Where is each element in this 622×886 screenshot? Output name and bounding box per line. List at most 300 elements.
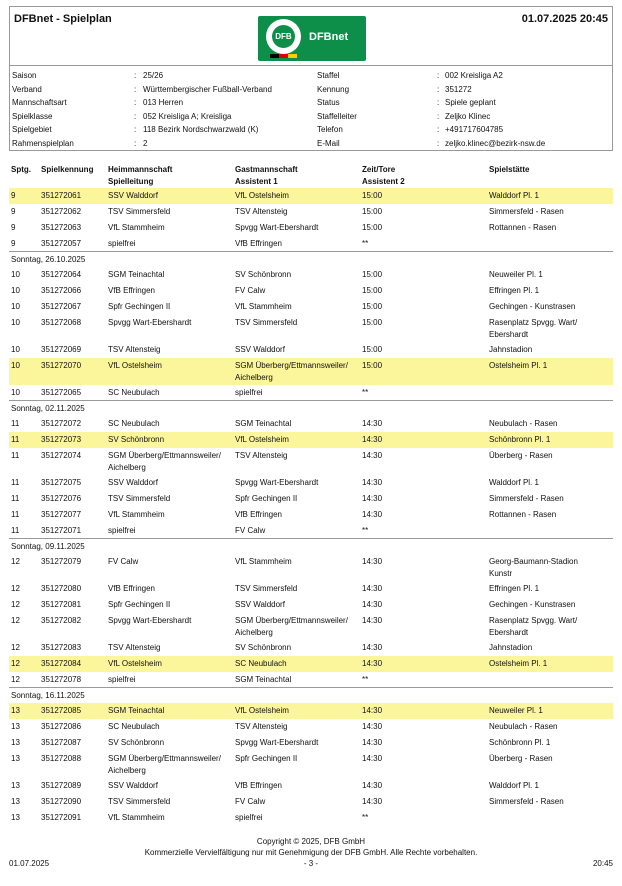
cell-venue-line: Schönbronn Pl. 1 [489,738,551,747]
cell-sptg-line: 12 [11,675,20,684]
cell-id-line: 351272064 [41,270,82,279]
meta-label: Mannschaftsart [12,98,67,107]
cell-sptg [11,387,20,399]
cell-id-line: 351272069 [41,345,82,354]
cell-venue-line: Schönbronn Pl. 1 [489,435,551,444]
cell-venue-line: Gechingen - Kunstrasen [489,302,576,311]
cell-venue [489,721,557,733]
cell-guest-line: VfB Effringen [235,510,282,519]
table-row [9,491,613,507]
cell-venue-line: Rottannen - Rasen [489,223,557,232]
cell-time-line: ** [362,239,369,248]
cell-venue [489,753,553,765]
cell-time-line: 14:30 [362,557,383,566]
cell-guest [235,509,282,521]
cell-home-line: TSV Altensteig [108,643,161,652]
cell-time-line: 14:30 [362,659,383,668]
cell-sptg-line: 10 [11,345,20,354]
cell-guest-line: FV Calw [235,286,266,295]
cell-time [362,721,382,733]
cell-id [41,450,81,462]
cell-guest-line: SSV Walddorf [235,600,285,609]
cell-guest [235,238,282,250]
cell-home-line: Spfr Gechingen II [108,600,171,609]
cell-id-line: 351272067 [41,302,82,311]
cell-venue-line: Jahnstadion [489,345,533,354]
report-date: 01.07.2025 20:45 [521,13,608,25]
cell-guest [235,583,297,595]
cell-time-line: 14:30 [362,706,383,715]
cell-id [41,796,81,808]
cell-sptg-line: 11 [11,526,20,535]
meta-label: Telefon [317,125,343,134]
cell-guest [235,796,265,808]
cell-time-line: 14:30 [362,797,383,806]
cell-home [108,509,165,521]
col-zeit: Zeit/Tore [362,165,396,174]
cell-home [108,317,191,329]
table-row [9,554,613,581]
footer-page-number: - 3 - [303,859,319,868]
cell-time [362,450,382,462]
cell-venue-line: Walddorf Pl. 1 [489,191,539,200]
cell-home [108,721,160,733]
cell-id [41,418,81,430]
cell-time-line: ** [362,675,369,684]
cell-home-line: SGM Überberg/Ettmannsweiler/ [108,451,221,460]
cell-sptg-line: 13 [11,754,20,763]
cell-id-line: 351272081 [41,600,82,609]
cell-home [108,238,136,250]
cell-time-line: 14:30 [362,722,383,731]
cell-time [362,737,382,749]
cell-id-line: 351272070 [41,361,82,370]
cell-home-line: SGM Teinachtal [108,706,165,715]
cell-time-line: 14:30 [362,419,383,428]
cell-id [41,674,81,686]
cell-id-line: 351272079 [41,557,82,566]
cell-id-line: 351272091 [41,813,82,822]
cell-home-line: Spvgg Wart-Ebershardt [108,616,192,625]
cell-venue-line: Georg-Baumann-Stadion [489,557,578,566]
cell-id [41,269,81,281]
cell-home-line: Spfr Gechingen II [108,302,171,311]
cell-guest-line: TSV Altensteig [235,722,288,731]
cell-guest-line: VfL Stammheim [235,557,292,566]
table-row [9,220,613,236]
cell-time-line: 15:00 [362,302,383,311]
cell-sptg [11,344,20,356]
cell-time [362,796,382,808]
table-row [9,581,613,597]
table-row [9,703,613,719]
cell-home-line: TSV Simmersfeld [108,797,171,806]
cell-venue [489,317,577,341]
cell-id-line: 351272075 [41,478,82,487]
cell-venue-line: Rasenplatz Spvgg. Wart/ [489,616,578,625]
cell-guest [235,674,291,686]
cell-time [362,753,382,765]
cell-venue-line: Rasenplatz Spvgg. Wart/ [489,318,578,327]
cell-guest [235,525,265,537]
cell-sptg [11,477,19,489]
cell-guest [235,434,289,446]
meta-value: Württembergischer Fußball-Verband [143,84,272,94]
meta-value: Spiele geplant [445,98,496,107]
cell-venue-line: Walddorf Pl. 1 [489,478,539,487]
cell-time [362,434,382,446]
date-section [9,687,613,703]
cell-guest-line: TSV Altensteig [235,451,288,460]
cell-sptg [11,525,19,537]
cell-time-line: 15:00 [362,361,383,370]
meta-label: Verband [12,84,42,94]
meta-label: Staffel [317,71,340,80]
cell-sptg-line: 13 [11,813,20,822]
meta-colon: : [134,84,137,94]
table-row [9,299,613,315]
table-row [9,719,613,735]
cell-time [362,525,368,537]
cell-guest-line: SSV Walddorf [235,345,285,354]
cell-home [108,812,165,824]
meta-value: +491717604785 [445,125,504,134]
cell-id [41,705,81,717]
date-section [9,251,613,267]
cell-home-line: SV Schönbronn [108,738,165,747]
cell-time [362,269,382,281]
cell-guest [235,190,289,202]
cell-id [41,583,81,595]
cell-sptg [11,721,20,733]
cell-time [362,599,382,611]
cell-sptg-line: 13 [11,706,20,715]
cell-sptg-line: 11 [11,510,20,519]
meta-colon: : [437,84,440,94]
cell-home-line: VfL Stammheim [108,813,165,822]
meta-info [9,66,613,151]
cell-sptg [11,222,15,234]
meta-value: 2 [143,138,148,148]
cell-id-line: 351272063 [41,223,82,232]
cell-time-line: 14:30 [362,600,383,609]
german-flag-stripe [270,54,297,58]
cell-venue-line: Simmersfeld - Rasen [489,494,564,503]
cell-time-line: 14:30 [362,494,383,503]
meta-colon: : [437,98,440,107]
cell-id-line: 351272061 [41,191,82,200]
cell-guest-line: SGM Teinachtal [235,419,292,428]
cell-venue-line2: Kunstr [489,569,513,578]
cell-venue-line: Überberg - Rasen [489,754,553,763]
cell-id [41,285,81,297]
table-row [9,672,613,688]
cell-guest [235,344,285,356]
cell-time [362,812,368,824]
cell-id-line: 351272065 [41,388,82,397]
cell-sptg [11,301,20,313]
table-row [9,236,613,252]
col-sptg: Sptg. [11,165,31,174]
meta-colon: : [134,71,137,80]
cell-time [362,509,382,521]
cell-home-line: TSV Simmersfeld [108,207,171,216]
cell-guest [235,285,265,297]
cell-id [41,658,81,670]
cell-home-line: VfB Effringen [108,286,155,295]
cell-guest-line: VfB Effringen [235,239,282,248]
meta-colon: : [437,138,440,148]
meta-value: zeljko.klinec@bezirk-nsw.de [445,138,546,148]
cell-home-line: VfL Ostelsheim [108,361,162,370]
cell-home-line: spielfrei [108,239,136,248]
cell-id [41,434,81,446]
cell-id-line: 351272083 [41,643,82,652]
table-row [9,385,613,401]
meta-value: Zeljko Klinec [445,111,491,121]
date-label: Sonntag, 26.10.2025 [11,255,86,264]
table-row [9,448,613,475]
cell-guest-line: Spfr Gechingen II [235,494,298,503]
cell-time [362,642,382,654]
cell-sptg-line: 12 [11,643,20,652]
cell-guest [235,753,297,765]
cell-guest [235,812,263,824]
cell-guest-line: SV Schönbronn [235,270,292,279]
cell-guest [235,450,287,462]
date-label: Sonntag, 02.11.2025 [11,404,85,413]
cell-id-line: 351272080 [41,584,82,593]
cell-home [108,360,162,372]
cell-time [362,493,382,505]
cell-sptg-line: 12 [11,600,20,609]
cell-home-line: SV Schönbronn [108,435,165,444]
cell-time-line: 15:00 [362,191,383,200]
table-row [9,267,613,283]
cell-time [362,238,368,250]
meta-colon: : [134,138,137,148]
col-spielleitung: Spielleitung [108,177,154,186]
cell-time-line: 14:30 [362,510,383,519]
cell-id-line: 351272089 [41,781,82,790]
cell-id [41,509,81,521]
cell-guest [235,705,289,717]
cell-home [108,301,170,313]
cell-guest [235,222,318,234]
cell-time [362,615,382,627]
cell-sptg-line: 10 [11,388,20,397]
cell-venue-line: Simmersfeld - Rasen [489,797,564,806]
cell-time-line: ** [362,526,369,535]
cell-sptg [11,285,20,297]
cell-sptg-line: 13 [11,722,20,731]
cell-sptg-line: 12 [11,659,20,668]
table-row [9,416,613,432]
cell-sptg [11,753,20,765]
cell-sptg [11,556,20,568]
cell-venue-line: Effringen Pl. 1 [489,584,540,593]
cell-time-line: 15:00 [362,207,383,216]
cell-sptg [11,509,19,521]
cell-time-line: 14:30 [362,451,383,460]
table-row [9,342,613,358]
meta-colon: : [134,125,137,134]
cell-venue [489,615,577,639]
meta-label: Spielgebiet [12,125,52,134]
cell-time-line: 14:30 [362,478,383,487]
cell-home-line: spielfrei [108,675,136,684]
cell-time-line: 14:30 [362,738,383,747]
cell-guest-line: spielfrei [235,388,263,397]
cell-venue-line: Gechingen - Kunstrasen [489,600,576,609]
cell-time-line: ** [362,388,369,397]
cell-sptg-line: 11 [11,478,20,487]
cell-sptg-line: 13 [11,738,20,747]
meta-colon: : [134,98,137,107]
cell-guest-line: SGM Überberg/Ettmannsweiler/ [235,361,348,370]
cell-venue-line: Ostelsheim Pl. 1 [489,361,548,370]
cell-id-line: 351272082 [41,616,82,625]
cell-time [362,418,382,430]
cell-venue-line2: Ebershardt [489,330,529,339]
cell-sptg-line: 10 [11,286,20,295]
col-heim: Heimmannschaft [108,165,173,174]
cell-time-line: 15:00 [362,318,383,327]
cell-sptg-line: 10 [11,318,20,327]
cell-sptg [11,434,19,446]
meta-label: Status [317,98,340,107]
cell-home [108,477,158,489]
cell-guest-line: VfL Ostelsheim [235,706,289,715]
cell-time [362,317,382,329]
footer-time: 20:45 [592,859,613,868]
cell-sptg [11,812,20,824]
cell-guest [235,477,318,489]
cell-sptg [11,238,15,250]
cell-sptg [11,599,20,611]
cell-venue-line: Simmersfeld - Rasen [489,207,564,216]
cell-sptg [11,705,20,717]
cell-guest [235,599,285,611]
dfbnet-logo [258,16,366,61]
table-row [9,751,613,778]
cell-guest-line: SGM Überberg/Ettmannsweiler/ [235,616,348,625]
table-row [9,597,613,613]
table-row [9,640,613,656]
cell-home [108,658,162,670]
cell-time-line: 14:30 [362,584,383,593]
cell-venue-line: Neubulach - Rasen [489,722,558,731]
cell-sptg-line: 11 [11,435,20,444]
cell-sptg [11,493,19,505]
table-row [9,204,613,220]
cell-home-line: SGM Überberg/Ettmannsweiler/ [108,754,221,763]
cell-id [41,387,81,399]
cell-guest-line: SC Neubulach [235,659,287,668]
cell-time [362,780,382,792]
cell-guest-line: SGM Teinachtal [235,675,292,684]
cell-venue [489,705,543,717]
cell-id-line: 351272085 [41,706,82,715]
cell-id-line: 351272084 [41,659,82,668]
date-label: Sonntag, 09.11.2025 [11,542,85,551]
col-spielstaette: Spielstätte [489,165,530,174]
cell-sptg [11,658,20,670]
cell-venue-line: Neuweiler Pl. 1 [489,270,543,279]
cell-id-line: 351272066 [41,286,82,295]
cell-guest [235,556,292,568]
cell-id [41,206,81,218]
cell-venue [489,509,556,521]
cell-time-line: ** [362,813,369,822]
cell-venue [489,360,547,372]
report-header [9,6,613,66]
cell-sptg-line: 11 [11,419,20,428]
cell-home [108,190,158,202]
cell-id [41,222,81,234]
cell-sptg-line: 12 [11,557,20,566]
cell-venue-line: Walddorf Pl. 1 [489,781,539,790]
cell-home [108,674,136,686]
cell-guest-line: TSV Simmersfeld [235,318,298,327]
cell-home-line: VfB Effringen [108,584,155,593]
table-row [9,507,613,523]
cell-guest-line: SV Schönbronn [235,643,292,652]
cell-sptg [11,269,20,281]
cell-venue-line2: Ebershardt [489,628,529,637]
cell-id [41,301,81,313]
cell-time [362,705,382,717]
cell-id [41,721,81,733]
table-header [9,160,613,190]
table-row [9,358,613,385]
cell-home [108,780,158,792]
cell-home [108,387,160,399]
meta-value: 052 Kreisliga A; Kreisliga [143,111,232,121]
cell-venue-line: Effringen Pl. 1 [489,286,540,295]
table-row [9,432,613,448]
cell-sptg-line: 12 [11,616,20,625]
cell-sptg [11,642,20,654]
cell-id [41,615,81,627]
cell-time [362,206,382,218]
cell-venue-line: Neuweiler Pl. 1 [489,706,543,715]
table-row [9,810,613,826]
cell-id [41,344,81,356]
cell-guest-line2: Aichelberg [235,373,273,382]
cell-sptg [11,583,20,595]
cell-home [108,222,165,234]
cell-guest-line: Spfr Gechingen II [235,754,298,763]
cell-time-line: 15:00 [362,345,383,354]
meta-colon: : [437,71,440,80]
cell-home [108,269,164,281]
meta-value: 351272 [445,84,472,94]
cell-venue [489,642,532,654]
cell-time [362,190,382,202]
cell-guest-line: FV Calw [235,797,266,806]
cell-time-line: 15:00 [362,286,383,295]
cell-home-line: SC Neubulach [108,722,160,731]
cell-home-line: SC Neubulach [108,388,160,397]
cell-id-line: 351272068 [41,318,82,327]
table-row [9,778,613,794]
cell-home-line: SSV Walddorf [108,781,158,790]
cell-sptg-line: 13 [11,781,20,790]
cell-guest [235,387,263,399]
cell-home [108,599,170,611]
cell-guest-line: VfL Ostelsheim [235,435,289,444]
